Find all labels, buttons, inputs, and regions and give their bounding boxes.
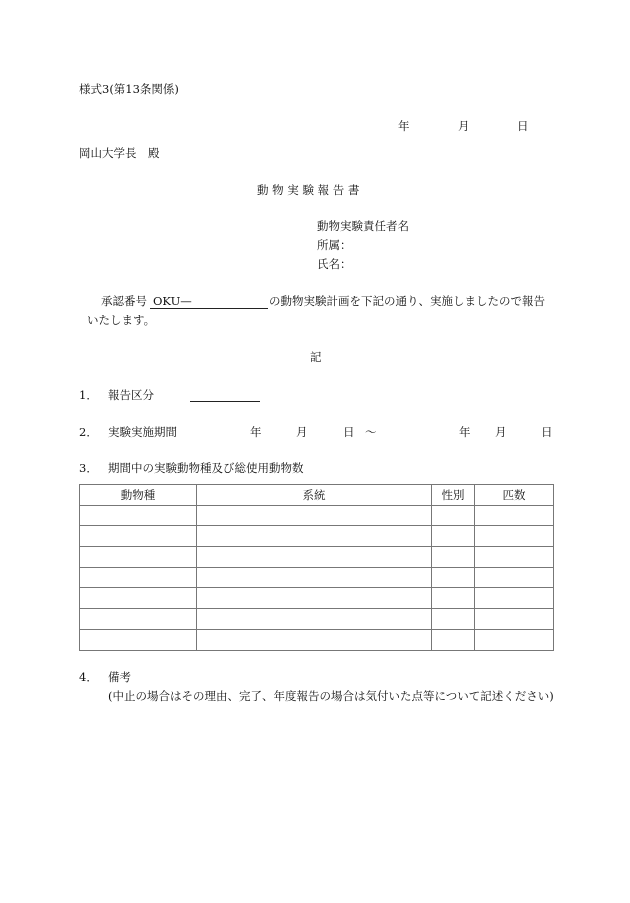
ki-heading: 記 [310,350,322,364]
item1-label: 報告区分 [108,388,154,402]
table-row [80,526,554,547]
item3-number: 3． [79,461,98,475]
species-cell[interactable] [80,567,197,588]
col-header-species: 動物種 [80,485,197,506]
table-row [80,629,554,650]
table-row [80,547,554,568]
doc-title: 動 物 実 験 報 告 書 [257,183,360,197]
species-cell[interactable] [80,629,197,650]
col-header-strain: 系統 [197,485,432,506]
count-cell[interactable] [475,567,554,588]
species-cell[interactable] [80,588,197,609]
remarks-note: (中止の場合はその理由、完了、年度報告の場合は気付いた点等について記述ください) [108,689,554,703]
period-tilde: 〜 [365,425,377,439]
period-start-year: 年 [250,425,262,439]
sex-cell[interactable] [432,526,475,547]
strain-cell[interactable] [197,567,432,588]
period-end-day: 日 [541,425,553,439]
count-cell[interactable] [475,588,554,609]
species-cell[interactable] [80,547,197,568]
table-row [80,505,554,526]
affiliation-label: 所属： [317,238,352,252]
period-end-month: 月 [495,425,507,439]
approval-number-prefix: OKU— [153,294,192,308]
col-header-sex: 性別 [432,485,475,506]
item3-label: 期間中の実験動物種及び総使用動物数 [108,461,304,475]
count-cell[interactable] [475,547,554,568]
strain-cell[interactable] [197,629,432,650]
count-cell[interactable] [475,629,554,650]
animal-usage-table [79,484,554,651]
table-row [80,567,554,588]
strain-cell[interactable] [197,588,432,609]
table-header-row [80,485,554,506]
sex-cell[interactable] [432,547,475,568]
species-cell[interactable] [80,505,197,526]
sex-cell[interactable] [432,567,475,588]
period-start-day: 日 [343,425,355,439]
form-number: 様式3(第13条関係) [79,82,179,96]
table-row [80,609,554,630]
col-header-count: 匹数 [475,485,554,506]
strain-cell[interactable] [197,547,432,568]
strain-cell[interactable] [197,526,432,547]
count-cell[interactable] [475,609,554,630]
period-end-year: 年 [459,425,471,439]
date-day-label: 日 [517,119,529,133]
addressee: 岡山大学長 殿 [79,146,160,160]
species-cell[interactable] [80,609,197,630]
intro-text-line2: いたします。 [87,313,156,327]
strain-cell[interactable] [197,505,432,526]
name-label: 氏名： [317,257,352,271]
report-type-underline[interactable] [190,401,260,402]
sex-cell[interactable] [432,629,475,650]
sex-cell[interactable] [432,505,475,526]
sex-cell[interactable] [432,609,475,630]
period-start-month: 月 [296,425,308,439]
table-row [80,588,554,609]
strain-cell[interactable] [197,609,432,630]
sex-cell[interactable] [432,588,475,609]
approval-number-label: 承認番号 [101,294,147,308]
responsible-heading: 動物実験責任者名 [317,219,409,233]
count-cell[interactable] [475,505,554,526]
count-cell[interactable] [475,526,554,547]
item4-number: 4． [79,670,98,684]
item1-number: 1． [79,388,98,402]
approval-number-underline[interactable] [150,308,268,309]
date-month-label: 月 [458,119,470,133]
item2-number: 2． [79,425,98,439]
date-year-label: 年 [398,119,410,133]
species-cell[interactable] [80,526,197,547]
item4-label: 備考 [108,670,131,684]
intro-text-line1: の動物実験計画を下記の通り、実施しましたので報告 [269,294,545,308]
item2-label: 実験実施期間 [108,425,177,439]
